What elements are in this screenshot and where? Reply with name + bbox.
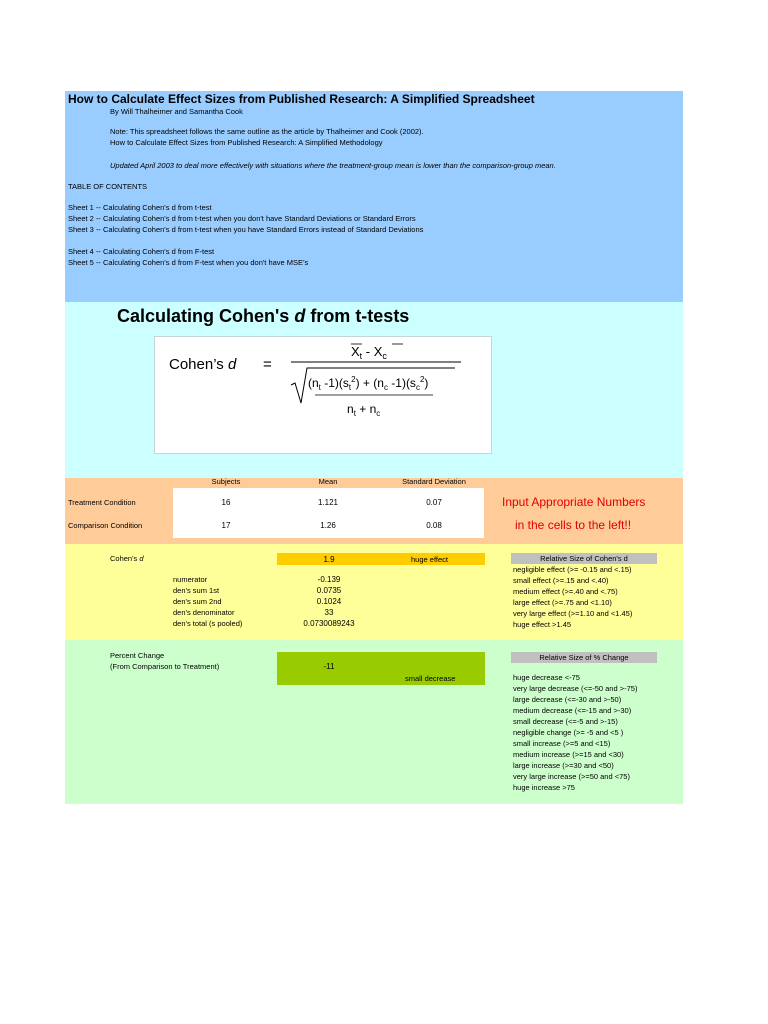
detail-value-pooled: 0.0730089243 (303, 619, 355, 628)
cohens-d-label (110, 555, 144, 563)
detail-value-denominator: 33 (324, 608, 334, 617)
percent-scale-item: medium increase (>=15 and <30) (513, 750, 624, 759)
cohen-scale-item: huge effect >1.45 (513, 620, 572, 629)
formula-image (154, 336, 492, 454)
cohen-scale-item: small effect (>=.15 and <.40) (513, 576, 609, 585)
note-line-1: Note: This spreadsheet follows the same outline as the article by Thalheimer and Cook (2002). (110, 127, 424, 136)
comparison-mean-cell[interactable]: 1.26 (320, 521, 336, 530)
detail-value-numerator: -0.139 (317, 575, 341, 584)
toc-item-sheet-3[interactable]: Sheet 3 -- Calculating Cohen's d from t-test when you have Standard Errors instead of Standard Deviations (68, 225, 424, 234)
detail-label-sum-2nd: den's sum 2nd (173, 597, 222, 606)
detail-label-denominator: den's denominator (173, 608, 235, 617)
toc-item-sheet-2[interactable]: Sheet 2 -- Calculating Cohen's d from t-test when you don't have Standard Deviations or Standard Errors (68, 214, 416, 223)
percent-change-value: -11 (323, 662, 335, 671)
percent-scale-item: huge decrease <-75 (513, 673, 580, 682)
authors: By Will Thalheimer and Samantha Cook (110, 107, 243, 116)
column-header-sd: Standard Deviation (402, 477, 466, 486)
percent-change-label: Percent Change (110, 651, 165, 660)
cohen-scale-item: large effect (>=.75 and <1.10) (513, 598, 612, 607)
cohen-scale-item: very large effect (>=1.10 and <1.45) (513, 609, 633, 618)
cohens-d-label-d: d (139, 554, 144, 563)
formula-denominator-top: ($n_t$ $-1)(s_t^2) + (n_c$ $-1)(s_c^2)$ (308, 375, 429, 392)
toc-item-sheet-1[interactable]: Sheet 1 -- Calculating Cohen's d from t-test (68, 203, 212, 212)
toc-heading: TABLE OF CONTENTS (68, 182, 148, 191)
cohens-d-label-text: Cohen's (110, 554, 138, 563)
formula-title-d: d (294, 306, 306, 326)
cohens-d-effect-label: huge effect (411, 555, 448, 564)
percent-scale-item: medium decrease (<=-15 and >-30) (513, 706, 632, 715)
update-note: Updated April 2003 to deal more effectively with situations where the treatment-group mean is lower than the comparison-group mean. (110, 161, 556, 170)
instruction-line-2: in the cells to the left!! (515, 518, 632, 532)
percent-scale-item: very large increase (>=50 and <75) (513, 772, 630, 781)
input-table (173, 488, 484, 538)
treatment-row-label: Treatment Condition (68, 498, 136, 507)
percent-change-sublabel: (From Comparison to Treatment) (110, 662, 220, 671)
instruction-line-1: Input Appropriate Numbers (502, 495, 646, 509)
formula-title-part-2: from t-tests (305, 306, 410, 326)
cohen-scale-item: negligible effect (>= -0.15 and <.15) (513, 565, 632, 574)
cohen-scale-heading: Relative Size of Cohen's d (540, 554, 628, 563)
formula-equals: = (263, 356, 272, 373)
detail-value-sum-1st: 0.0735 (316, 586, 342, 595)
comparison-row-label: Comparison Condition (68, 521, 143, 530)
formula-numerator: $X_t - X_c$ (351, 344, 387, 361)
percent-change-category: small decrease (405, 674, 456, 683)
percent-scale-item: negligible change (>= -5 and <5 ) (513, 728, 624, 737)
percent-scale-item: huge increase >75 (513, 783, 575, 792)
detail-value-sum-2nd: 0.1024 (316, 597, 342, 606)
toc-item-sheet-4[interactable]: Sheet 4 -- Calculating Cohen's d from F-test (68, 247, 215, 256)
formula-title-part-1: Calculating Cohen's (117, 306, 295, 326)
percent-scale-item: large increase (>=30 and <50) (513, 761, 614, 770)
percent-scale-item: very large decrease (<=-50 and >-75) (513, 684, 638, 693)
detail-label-numerator: numerator (173, 575, 208, 584)
treatment-sd-cell[interactable]: 0.07 (426, 498, 442, 507)
formula-section-title (117, 307, 409, 325)
formula-denominator-bottom: $n_t + n_c$ (347, 402, 381, 418)
header-band (65, 91, 683, 302)
percent-scale-heading: Relative Size of % Change (539, 653, 629, 662)
cohens-d-formula (155, 337, 491, 453)
treatment-mean-cell[interactable]: 1.121 (317, 498, 339, 507)
percent-scale-item: large decrease (<=-30 and >-50) (513, 695, 622, 704)
comparison-subjects-cell[interactable]: 17 (221, 521, 231, 530)
comparison-sd-cell[interactable]: 0.08 (426, 521, 442, 530)
note-line-2: How to Calculate Effect Sizes from Published Research: A Simplified Methodology (110, 138, 383, 147)
percent-scale-item: small decrease (<=-5 and >-15) (513, 717, 618, 726)
percent-scale-item: small increase (>=5 and <15) (513, 739, 611, 748)
detail-label-pooled: den's total (s pooled) (173, 619, 243, 628)
formula-lhs: Cohen’s d (169, 356, 237, 373)
treatment-subjects-cell[interactable]: 16 (221, 498, 231, 507)
toc-item-sheet-5[interactable]: Sheet 5 -- Calculating Cohen's d from F-test when you don't have MSE's (68, 258, 309, 267)
column-header-mean: Mean (318, 477, 338, 486)
cohens-d-value: 1.9 (323, 555, 335, 564)
cohen-scale-item: medium effect (>=.40 and <.75) (513, 587, 618, 596)
column-header-subjects: Subjects (211, 477, 241, 486)
document-title: How to Calculate Effect Sizes from Published Research: A Simplified Spreadsheet (68, 92, 535, 106)
detail-label-sum-1st: den's sum 1st (173, 586, 220, 595)
